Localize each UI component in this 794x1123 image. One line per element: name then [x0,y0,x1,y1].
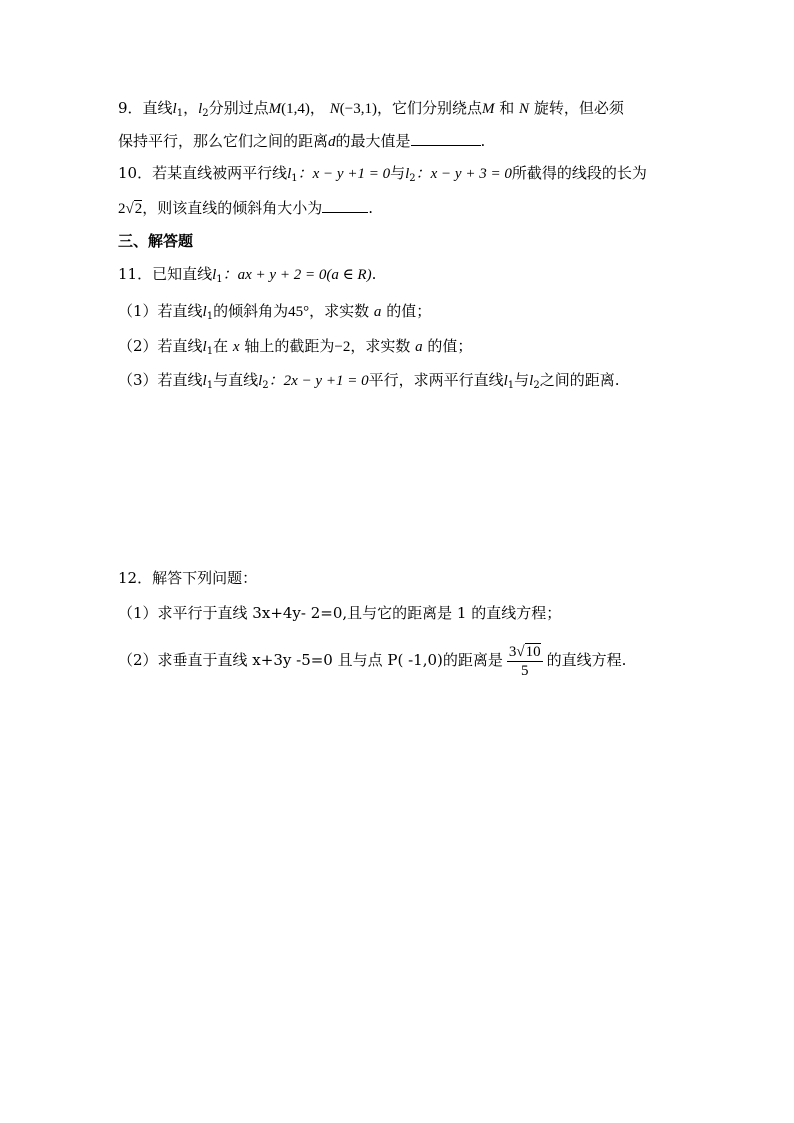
text: 与 [390,164,406,182]
q9-label: 9．直线 [118,99,173,117]
a-symbol: a [373,304,382,320]
fraction-denominator: 5 [520,662,529,679]
sub-1: 1 [206,311,214,322]
q10-line1 [118,163,647,189]
part-label: （3）若直线 [118,371,203,389]
sub-2: 2 [533,380,540,391]
period: . [480,132,486,150]
point-N-coords: (−3,1) [339,101,377,117]
q11-part3 [118,370,620,396]
period: . [368,199,374,217]
text: 的倾斜角为 [213,302,289,320]
sub-2: 2 [409,173,416,184]
x-symbol: x [232,339,240,355]
text: 分别过点 [208,99,269,117]
answer-blank[interactable] [322,197,368,213]
text: 旋转，但必须 [533,99,624,117]
text: （2）求垂直于直线 x+3y -5=0 且与点 P( -1,0)的距离是 [118,651,503,669]
l1-symbol: l [202,304,207,320]
condition: (a ∈ R) [326,267,372,283]
l1-symbol: l [503,373,508,389]
text: 所截得的线段的长为 [511,164,647,182]
text: ，求实数 [350,337,411,355]
q11-stem [118,264,376,290]
answer-blank[interactable] [411,130,481,146]
angle: 45° [288,304,310,320]
equation: ：ax + y + 2 = 0 [222,267,327,283]
point-M: M [481,101,495,117]
fraction [507,643,543,680]
q12-stem: 12．解答下列问题： [118,569,258,587]
sqrt-coef: 2 [118,201,126,217]
text: 之间的距离. [539,371,620,389]
l2-symbol: l [405,166,410,182]
equation: ：2x − y +1 = 0 [268,373,369,389]
point-N: N [329,101,340,117]
text: 与直线 [213,371,259,389]
point-N: N [519,101,530,117]
fraction-numerator: 3√10 [508,643,541,660]
text: ，求实数 [309,302,370,320]
a-symbol: a [415,339,423,355]
sub-1: 1 [176,108,184,119]
q11-part2 [118,336,472,362]
text: 平行，求两平行直线 [368,371,504,389]
q9-line2 [118,130,485,152]
text: 的直线方程. [546,651,627,669]
l1-symbol: l [287,166,292,182]
part-label: （1）若直线 [118,302,203,320]
q11-label: 11．已知直线 [118,265,213,283]
l2-symbol: l [529,373,534,389]
point-M: M [268,101,282,117]
sqrt-sign: √ [125,201,134,217]
text: 轴上的截距为 [244,337,335,355]
sqrt-coef: 3 [508,643,517,660]
sub-1: 1 [206,346,214,357]
text: 的值； [386,302,432,320]
sub-1: 1 [216,274,223,285]
l1-symbol: l [172,101,177,117]
sub-2: 2 [262,380,269,391]
sub-1: 1 [206,380,214,391]
text: 和 [499,99,515,117]
sep: ， [183,99,199,117]
text: ，则该直线的倾斜角大小为 [142,199,323,217]
q10-label: 10．若某直线被两平行线 [118,164,288,182]
l1-symbol: l [202,339,207,355]
intercept-value: −2 [334,339,351,355]
text: 在 [213,337,229,355]
text: 的值； [427,337,473,355]
equation-l1: ：x − y +1 = 0 [297,166,391,182]
text: 保持平行，那么它们之间的距离 [118,132,329,150]
q12-part2 [118,638,626,682]
l1-symbol: l [212,267,217,283]
sub-2: 2 [202,108,209,119]
text: 的最大值是 [335,132,411,150]
l1-symbol: l [202,373,207,389]
text: 与 [514,371,530,389]
text: ，它们分别绕点 [376,99,482,117]
section-heading: 三、解答题 [118,232,194,250]
q11-part1 [118,301,431,327]
sqrt-radicand: 10 [525,643,541,660]
period: . [371,265,377,283]
d-symbol: d [328,134,336,150]
q10-line2 [118,197,373,219]
q9-line1 [118,98,624,124]
q12-part1: （1）求平行于直线 3x+4y- 2=0,且与它的距离是 1 的直线方程； [118,604,562,622]
l2-symbol: l [258,373,263,389]
equation-l2: ：x − y + 3 = 0 [415,166,512,182]
sub-1: 1 [291,173,298,184]
sub-1: 1 [507,380,515,391]
l2-symbol: l [198,101,203,117]
sep: ， [309,99,325,117]
part-label: （2）若直线 [118,337,203,355]
point-M-coords: (1,4) [281,101,310,117]
sqrt-radicand: 2 [134,201,143,217]
